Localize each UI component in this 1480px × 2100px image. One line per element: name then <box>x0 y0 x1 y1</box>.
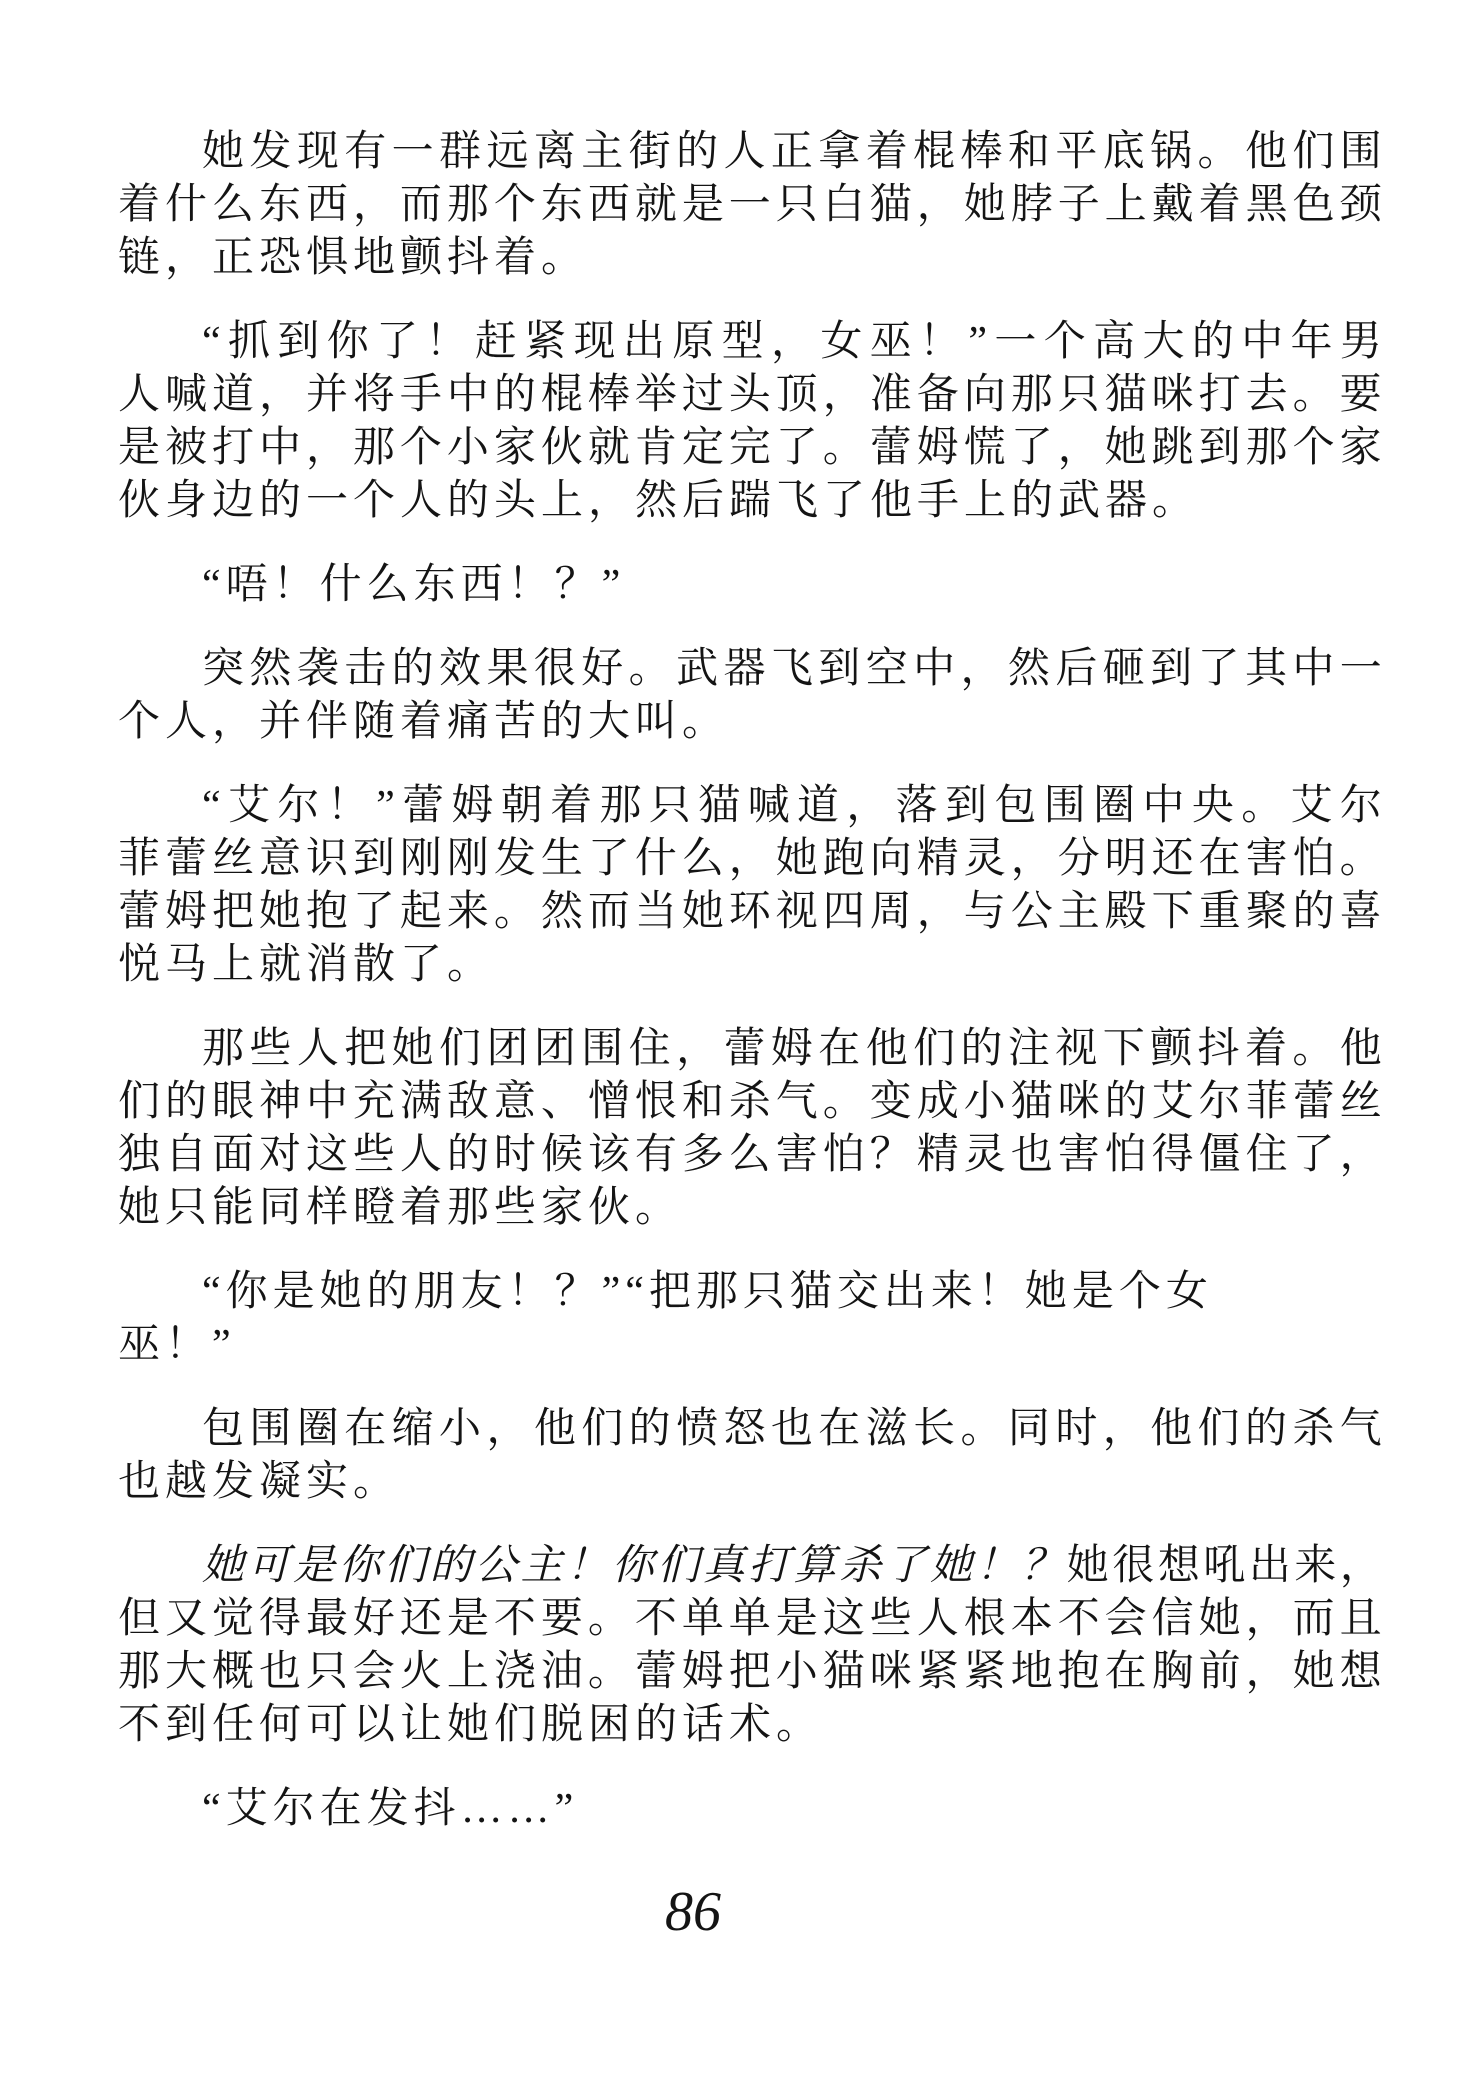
text-line: 伙身边的一个人的头上，然后踹飞了他手上的武器。 <box>118 478 1200 524</box>
paragraph <box>118 1023 1382 1235</box>
text-line: 也越发凝实。 <box>118 1459 401 1505</box>
paragraph <box>118 643 1382 749</box>
paragraph <box>118 559 1382 612</box>
text-line: 链，正恐惧地颤抖着。 <box>118 235 589 281</box>
text-line: 她 发 现 有 一 群 远 离 主 街 的 人 正 拿 着 棍 棒 和 平 底 锅 。 他 们 围 <box>202 129 1382 175</box>
text-line: 巫！” <box>118 1322 236 1368</box>
text-line: 们 的 眼 神 中 充 满 敌 意 、 憎 恨 和 杀 气 。 变 成 小 猫 咪 的 艾 尔 菲 蕾 丝 <box>118 1079 1382 1125</box>
text-line: 她只能同样瞪着那些家伙。 <box>118 1185 683 1231</box>
text-line: “ 艾 尔 ！ ” 蕾 姆 朝 着 那 只 猫 喊 道 ， 落 到 包 围 圈 中 央 。 艾 尔 <box>202 783 1382 829</box>
text-line: 她 可 是 你 们 的 公 主 ！ 你 们 真 打 算 杀 了 她 ！ ？ 她 很 想 吼 出 来 ， <box>202 1543 1382 1589</box>
text-line: 包 围 圈 在 缩 小 ， 他 们 的 愤 怒 也 在 滋 长 。 同 时 ， 他 们 的 杀 气 <box>202 1406 1382 1452</box>
text-line: 但 又 觉 得 最 好 还 是 不 要 。 不 单 单 是 这 些 人 根 本 不 会 信 她 ， 而 且 <box>118 1596 1382 1642</box>
paragraph <box>118 126 1382 285</box>
paragraph <box>118 316 1382 528</box>
text-line: “艾尔在发抖……” <box>202 1786 579 1832</box>
paragraph <box>118 780 1382 992</box>
text-line: 着 什 么 东 西 ， 而 那 个 东 西 就 是 一 只 白 猫 ， 她 脖 子 上 戴 着 黑 色 颈 <box>118 182 1382 228</box>
paragraph <box>118 1266 1382 1372</box>
paragraph <box>118 1783 1382 1836</box>
text-line: 不到任何可以让她们脱困的话术。 <box>118 1702 824 1748</box>
text-line: 悦马上就消散了。 <box>118 942 495 988</box>
text-line: “ 抓 到 你 了 ！ 赶 紧 现 出 原 型 ， 女 巫 ！ ” 一 个 高 大 的 中 年 男 <box>202 319 1382 365</box>
text-line: 独 自 面 对 这 些 人 的 时 候 该 有 多 么 害 怕 ？ 精 灵 也 害 怕 得 僵 住 了 ， <box>118 1132 1382 1178</box>
text-line: “你是她的朋友！？”“把那只猫交出来！她是个女 <box>202 1269 1213 1315</box>
text-line: 菲 蕾 丝 意 识 到 刚 刚 发 生 了 什 么 ， 她 跑 向 精 灵 ， 分 明 还 在 害 怕 。 <box>118 836 1382 882</box>
text-line: 那 大 概 也 只 会 火 上 浇 油 。 蕾 姆 把 小 猫 咪 紧 紧 地 抱 在 胸 前 ， 她 想 <box>118 1649 1382 1695</box>
text-line: 那 些 人 把 她 们 团 团 围 住 ， 蕾 姆 在 他 们 的 注 视 下 颤 抖 着 。 他 <box>202 1026 1382 1072</box>
text-line: 个人，并伴随着痛苦的大叫。 <box>118 699 730 745</box>
page-number: 86 <box>665 1881 721 1943</box>
paragraph <box>118 1540 1382 1752</box>
text-line: 是 被 打 中 ， 那 个 小 家 伙 就 肯 定 完 了 。 蕾 姆 慌 了 ， 她 跳 到 那 个 家 <box>118 425 1382 471</box>
paragraph <box>118 1403 1382 1509</box>
text-line: “唔！什么东西！？” <box>202 562 626 608</box>
text-line: 人 喊 道 ， 并 将 手 中 的 棍 棒 举 过 头 顶 ， 准 备 向 那 只 猫 咪 打 去 。 要 <box>118 372 1382 418</box>
text-line: 突 然 袭 击 的 效 果 很 好 。 武 器 飞 到 空 中 ， 然 后 砸 到 了 其 中 一 <box>202 646 1382 692</box>
text-line: 蕾 姆 把 她 抱 了 起 来 。 然 而 当 她 环 视 四 周 ， 与 公 主 殿 下 重 聚 的 喜 <box>118 889 1382 935</box>
body-text <box>118 126 1382 1836</box>
